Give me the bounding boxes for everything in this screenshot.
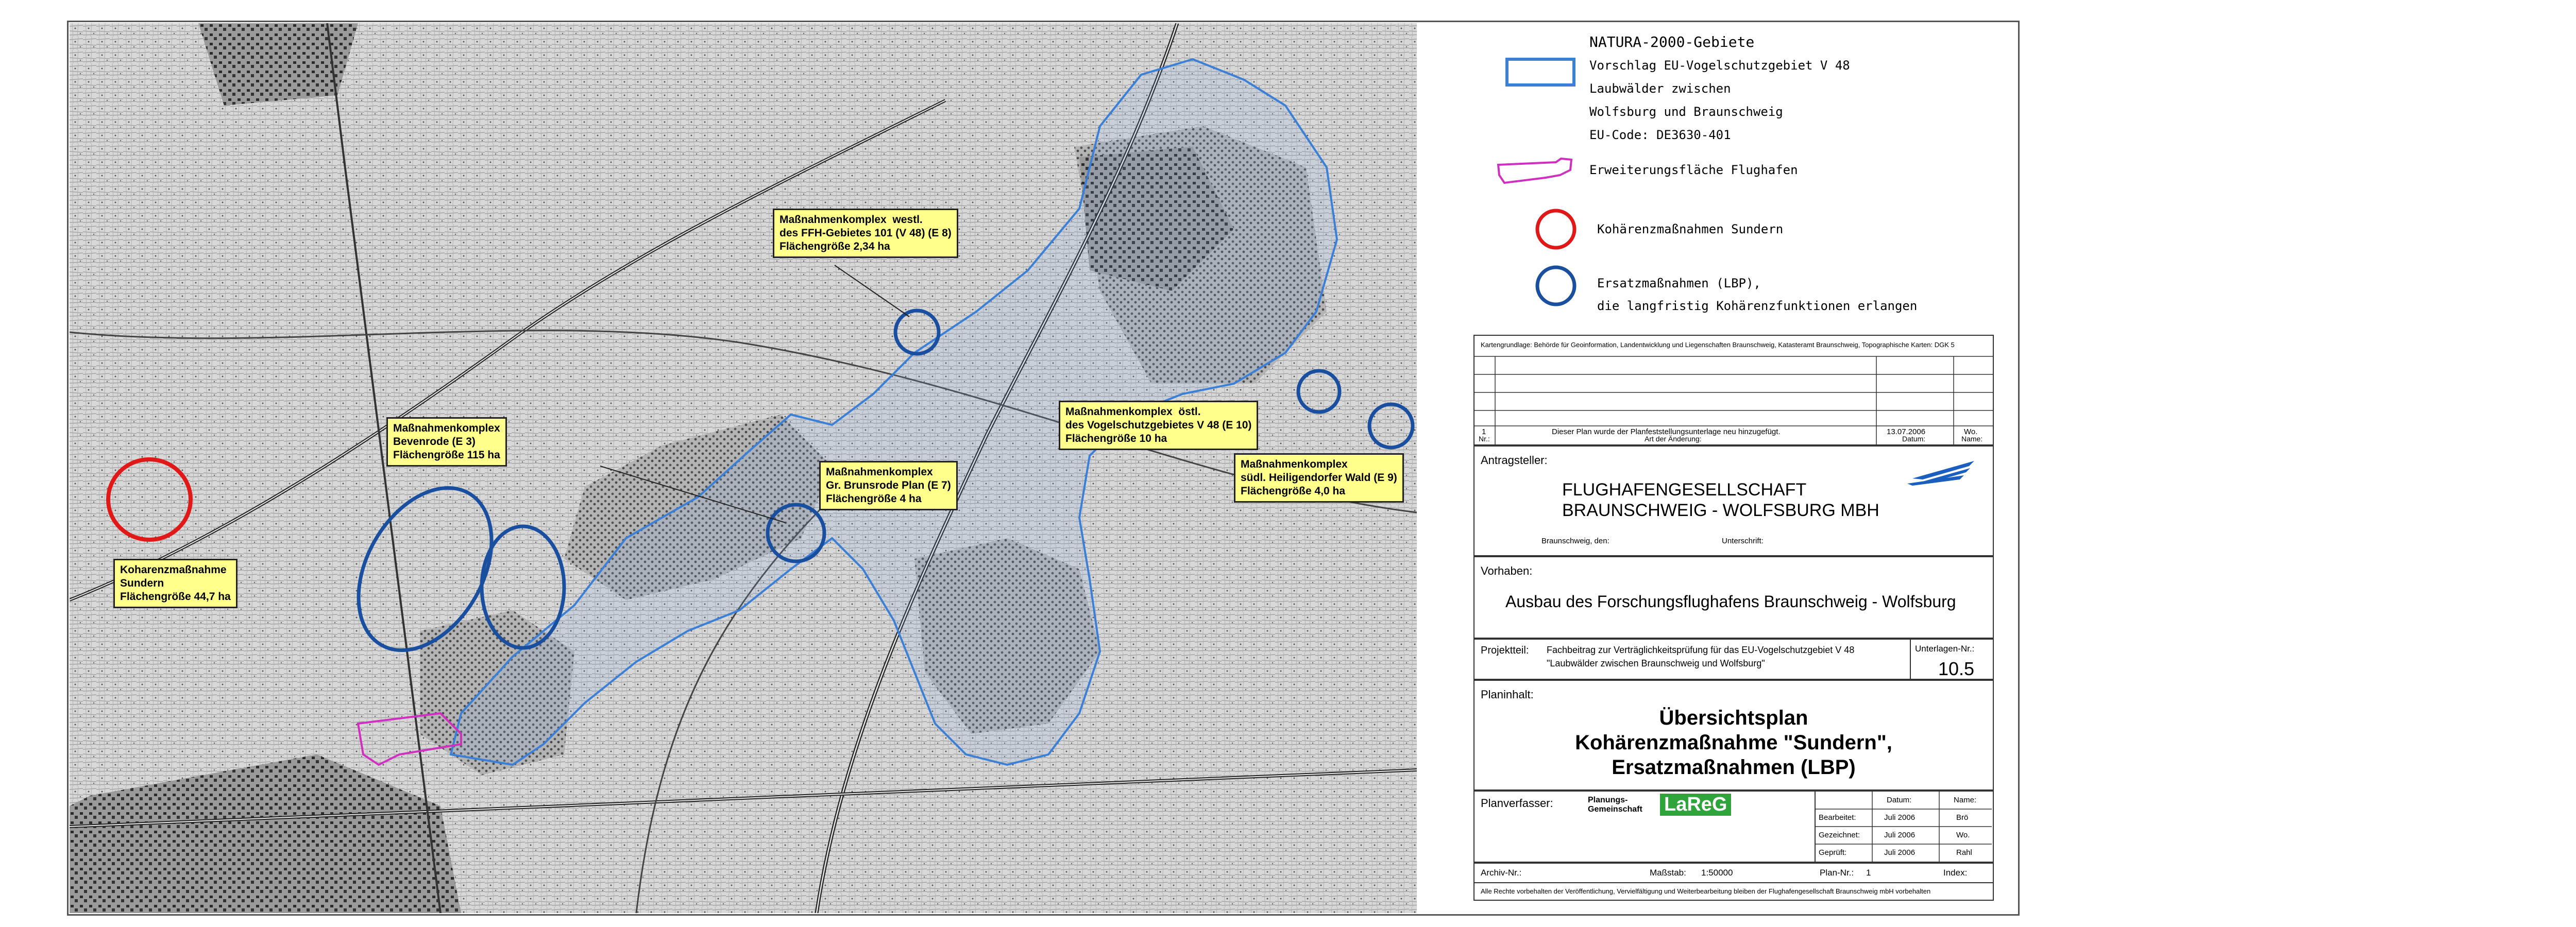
gezeichnet-date: Juli 2006: [1884, 831, 1916, 839]
callout-e10: Maßnahmenkomplex östl. des Vogelschutzgebietes V 48 (E 10) Flächengröße 10 ha: [1059, 401, 1258, 450]
airport-company-logo: [1902, 457, 1979, 488]
part-line2: "Laubwälder zwischen Braunschweig und Wolfsburg": [1547, 658, 1765, 668]
legend-eu-line2: Laubwälder zwischen: [1589, 81, 1731, 96]
scale-value: 1:50000: [1701, 868, 1733, 878]
doc-number: 10.5: [1938, 658, 1975, 679]
applicant-box: [1473, 445, 1994, 556]
map-canvas: [70, 23, 1417, 913]
plan-content-box: [1473, 680, 1994, 791]
plan-no: 1: [1866, 868, 1871, 878]
revision-table: [1473, 335, 1994, 445]
topographic-map: [70, 23, 1417, 913]
airport-swatch: [1494, 154, 1577, 191]
content-line3: Ersatzmaßnahmen (LBP): [1612, 756, 1856, 779]
place-label: Braunschweig, den:: [1541, 537, 1609, 545]
company-line2: BRAUNSCHWEIG - WOLFSBURG MBH: [1562, 501, 1879, 520]
planner-logo: LaReG: [1660, 794, 1731, 816]
legend-lbp2: die langfristig Kohärenzfunktionen erlangen: [1597, 299, 1918, 313]
content-line2: Kohärenzmaßnahme "Sundern",: [1575, 731, 1892, 754]
koh-swatch: [1533, 206, 1579, 252]
planner-label: Planverfasser:: [1481, 797, 1553, 810]
part-divider: [1910, 640, 1911, 679]
legend-eu-line1: Vorschlag EU-Vogelschutzgebiet V 48: [1589, 58, 1850, 73]
company-line1: FLUGHAFENGESELLSCHAFT: [1562, 480, 1807, 500]
part-label: Projektteil:: [1481, 645, 1529, 656]
archive-label: Archiv-Nr.:: [1481, 868, 1522, 878]
geprueft-label: Geprüft:: [1819, 848, 1847, 857]
part-line1: Fachbeitrag zur Verträglichkeitsprüfung für das EU-Vogelschutzgebiet V 48: [1547, 645, 1855, 655]
callout-sundern: Koharenzmaßnahme Sundern Flächengröße 44,7 ha: [113, 559, 238, 608]
legend-lbp1: Ersatzmaßnahmen (LBP),: [1597, 276, 1761, 290]
project-title: Ausbau des Forschungsflughafens Braunschweig - Wolfsburg: [1505, 592, 1956, 611]
bearbeitet-name: Brö: [1956, 813, 1969, 822]
planner-name-label: Name:: [1954, 796, 1977, 804]
project-part-box: [1473, 639, 1994, 680]
rev-date: 13.07.2006: [1887, 427, 1926, 436]
rev-name: Wo.: [1964, 427, 1978, 436]
legend-koh: Kohärenzmaßnahmen Sundern: [1597, 222, 1784, 236]
bearbeitet-label: Bearbeitet:: [1819, 813, 1856, 822]
rev-no: 1: [1482, 427, 1486, 436]
content-label: Planinhalt:: [1481, 688, 1534, 701]
callout-e8: Maßnahmenkomplex westl. des FFH-Gebietes 101 (V 48) (E 8) Flächengröße 2,34 ha: [773, 209, 958, 258]
eu-area-swatch: [1504, 57, 1577, 88]
doc-label: Unterlagen-Nr.:: [1915, 644, 1975, 654]
col-date: Datum:: [1902, 435, 1926, 443]
gezeichnet-name: Wo.: [1956, 831, 1970, 839]
copyright-note: Alle Rechte vorbehalten der Veröffentlichung, Vervielfältigung und Weiterbearbeitung bleiben der Flughafengesellschaft Braunschweig mbH vorbehalten: [1481, 887, 1931, 895]
signature-label: Unterschrift:: [1722, 537, 1764, 545]
legend-title: NATURA-2000-Gebiete: [1589, 33, 1755, 50]
lbp-swatch: [1533, 263, 1579, 309]
callout-e3: Maßnahmenkomplex Bevenrode (E 3) Flächengröße 115 ha: [386, 417, 507, 467]
scale-label: Maßstab:: [1650, 868, 1686, 878]
legend-airport: Erweiterungsfläche Flughafen: [1589, 163, 1798, 177]
gezeichnet-label: Gezeichnet:: [1819, 831, 1860, 839]
col-art: Art der Änderung:: [1645, 435, 1702, 443]
index-label: Index:: [1943, 868, 1968, 878]
col-no: Nr.:: [1479, 435, 1490, 443]
planner-group: Planungs-Gemeinschaft: [1588, 796, 1642, 814]
archive-row: [1473, 863, 1994, 883]
project-label: Vorhaben:: [1481, 564, 1533, 577]
geprueft-name: Rahl: [1956, 848, 1972, 857]
legend-eu-line4: EU-Code: DE3630-401: [1589, 128, 1731, 142]
legend-eu-line3: Wolfsburg und Braunschweig: [1589, 105, 1783, 119]
footer-row: [1473, 883, 1994, 901]
callout-e9: Maßnahmenkomplex südl. Heiligendorfer Wald (E 9) Flächengröße 4,0 ha: [1234, 453, 1404, 503]
project-box: [1473, 556, 1994, 639]
bearbeitet-date: Juli 2006: [1884, 813, 1916, 822]
applicant-label: Antragsteller:: [1481, 454, 1548, 467]
plan-no-label: Plan-Nr.:: [1820, 868, 1854, 878]
rev-text: Dieser Plan wurde der Planfeststellungsunterlage neu hinzugefügt.: [1552, 427, 1781, 436]
callout-e7: Maßnahmenkomplex Gr. Brunsrode Plan (E 7) Flächengröße 4 ha: [819, 461, 958, 510]
content-line1: Übersichtsplan: [1659, 707, 1808, 729]
geprueft-date: Juli 2006: [1884, 848, 1916, 857]
planner-box: [1473, 791, 1994, 863]
planner-date-label: Datum:: [1887, 796, 1912, 804]
map-source: Kartengrundlage: Behörde für Geoinformation, Landentwicklung und Liegenschaften Braunschweig, Katasteramt Braunschweig, Topographische Karten: DGK 5: [1481, 341, 1955, 349]
col-name: Name:: [1961, 435, 1983, 443]
